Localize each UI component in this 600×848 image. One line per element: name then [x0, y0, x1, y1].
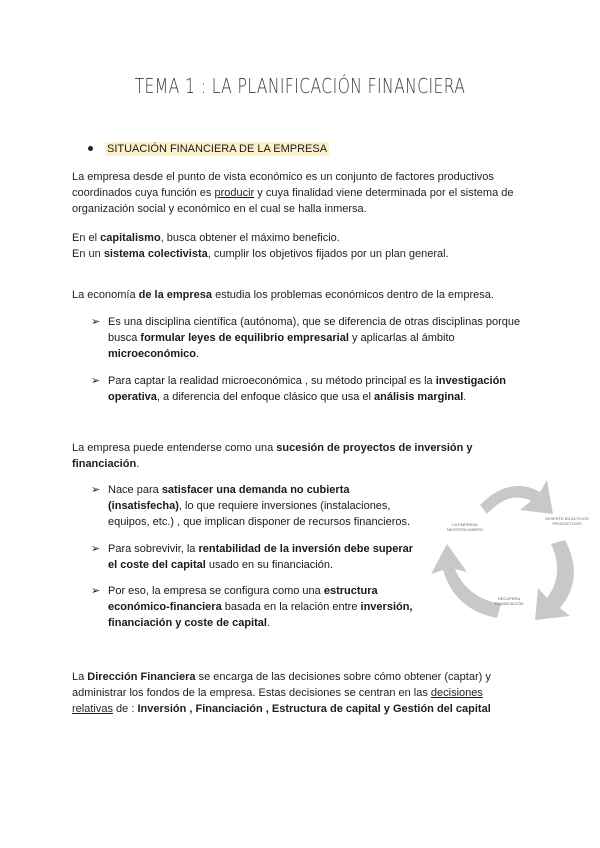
arrow-bullet-icon: ➢	[91, 543, 101, 555]
arrow-bullet-icon: ➢	[91, 484, 101, 496]
cycle-arrow-right	[535, 540, 574, 620]
paragraph-line: coordinados cuya función es producir y cuya finalidad viene determinada por el sistema de	[72, 187, 514, 199]
diagram-label-left: LA EMPRESA NECESITA DINERO	[446, 522, 484, 532]
cycle-arrows-svg	[425, 470, 595, 640]
section-heading	[88, 143, 329, 155]
paragraph-line: La empresa desde el punto de vista económico es un conjunto de factores productivos	[72, 171, 494, 183]
paragraph-line: La empresa puede entenderse como una sucesión de proyectos de inversión y	[72, 442, 473, 454]
cycle-arrow-top	[480, 480, 553, 514]
arrow-bullet-icon: ➢	[91, 316, 101, 328]
paragraph-line: En un sistema colectivista, cumplir los objetivos fijados por un plan general.	[72, 248, 449, 260]
paragraph-line: relativas de : Inversión , Financiación , Estructura de capital y Gestión del capital	[72, 703, 491, 715]
cycle-diagram	[425, 470, 595, 640]
section-heading-text: SITUACIÓN FINANCIERA DE LA EMPRESA	[107, 143, 328, 155]
decisiones-link[interactable]: decisiones	[430, 687, 483, 699]
arrow-bullet-icon: ➢	[91, 585, 101, 597]
producir-link[interactable]: producir	[214, 187, 255, 199]
paragraph-line: financiación.	[72, 458, 140, 470]
diagram-label-bottom: RECUPERA FINANCIACIÓN	[494, 596, 524, 606]
paragraph-line: organización social y económico en el cual se halla inmersa.	[72, 203, 367, 215]
arrow-bullet-icon: ➢	[91, 375, 101, 387]
bullet-dot-icon	[88, 146, 93, 151]
relativas-link[interactable]: relativas	[72, 703, 113, 715]
cycle-arrow-left	[431, 544, 501, 618]
paragraph-line: administrar los fondos de la empresa. Estas decisiones se centran en las decisiones	[72, 687, 483, 699]
diagram-label-right: INVIERTE EN ACTIVOS PRODUCTIVOS	[545, 516, 589, 526]
paragraph-line: La economía de la empresa estudia los problemas económicos dentro de la empresa.	[72, 289, 494, 301]
paragraph-line: En el capitalismo, busca obtener el máximo beneficio.	[72, 232, 340, 244]
page-title: TEMA 1 : LA PLANIFICACIÓN FINANCIERA	[134, 74, 466, 98]
paragraph-line: La Dirección Financiera se encarga de las decisiones sobre cómo obtener (captar) y	[72, 671, 491, 683]
document-page: TEMA 1 : LA PLANIFICACIÓN FINANCIERA SITUACIÓN FINANCIERA DE LA EMPRESA La empresa desde el punto de vista económico es un conjunto de factores productivos coordinados cuya función es producir y cuya finalidad viene determinada por el sistema de organización social y económico en el cual se halla inmersa. En el capitalismo, busca obtener el máximo beneficio. En un sistema colectivista, cumplir los objetivos fijados por un plan general. La economía de la empresa estudia los problemas económicos dentro de la empresa. ➢ Es una disciplina científica (autónoma), que se diferencia de otras disciplinas porque busca formular leyes de equilibrio empresarial y aplicarlas al ámbito microeconómico. ➢ Para captar la realidad microeconómica , su método principal es la investigación operativa, a diferencia del enfoque clásico que usa el análisis marginal. La empresa puede entenderse como una sucesión de proyectos de inversión y financiación. ➢ Nace para satisfacer una demanda no cubierta (insatisfecha), lo que requiere inversiones (instalaciones, equipos, etc.) , que implican disponer de recursos financieros. ➢ Para sobrevivir, la rentabilidad de la inversión debe superar el coste del capital usado en su financiación. ➢ Por eso, la empresa se configura como una estructura económico-financiera basada en la relación entre inversión, financiación y coste de capital. LA EMPRESA NECESITA DINERO INVIERTE EN ACTIVOS PRODUCTIVOS RECUPERA FINANCIACIÓN La Dirección Financiera se encarga de las decisiones sobre cómo obtener (captar) y administrar los fondos de la empresa. Estas decisiones se centran en las decisiones relativas de : Inversión , Financiación , Estructura de capital y Gestión del capital	[0, 0, 600, 848]
